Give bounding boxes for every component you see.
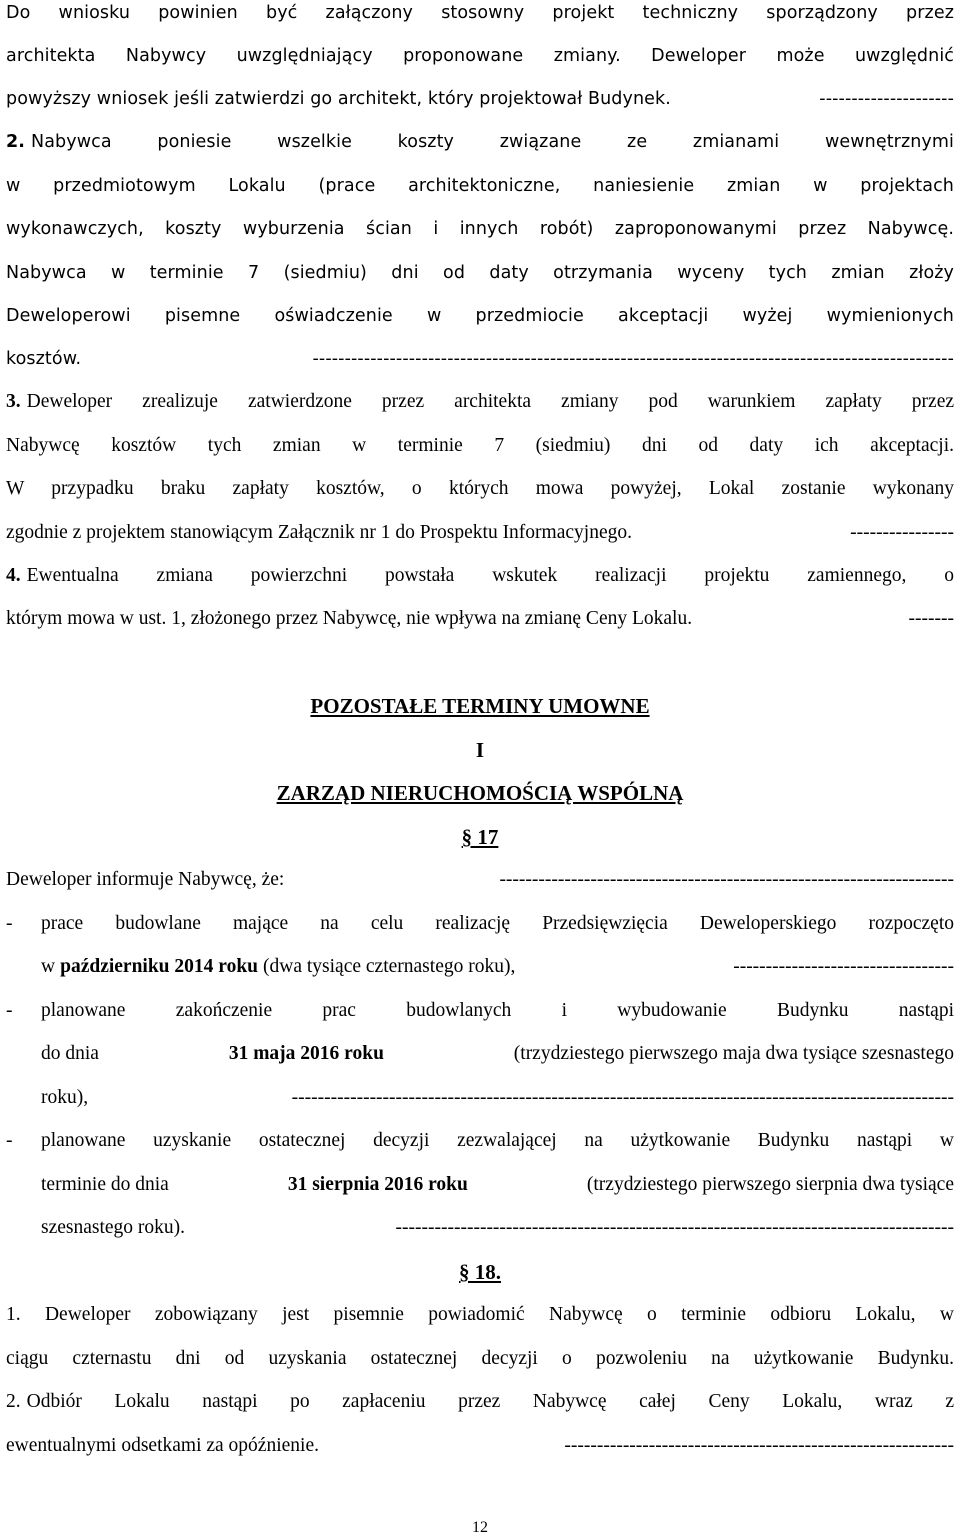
text-line: Nabywca w terminie 7 (siedmiu) dni od daty otrzymania wyceny tych zmian złoży — [6, 263, 954, 283]
paragraph-18-heading: § 18. — [459, 1260, 501, 1284]
date-highlight: 31 sierpnia 2016 roku — [287, 1174, 468, 1195]
paragraph-number: 3. — [6, 391, 21, 412]
paragraph-number: 2. — [6, 132, 26, 152]
text-fragment: Ewentualna zmiana powierzchni powstała wskutek realizacji projektu zamiennego, o — [26, 565, 954, 586]
page-number: 12 — [472, 1519, 488, 1536]
paragraph-number: 2. — [6, 1391, 21, 1412]
text-fragment: kosztów. — [6, 349, 82, 369]
dash-filler: ---------------- — [850, 522, 954, 543]
numbered-paragraph-3 — [6, 390, 954, 414]
text-line: architekta Nabywcy uwzględniający proponowane zmiany. Deweloper może uwzględnić — [6, 46, 954, 66]
dash-filler: ---------------------------------- — [733, 956, 954, 977]
text-fragment: terminie do dnia — [41, 1174, 169, 1195]
text-fragment: do dnia — [41, 1043, 99, 1064]
numbered-paragraph-2 — [6, 130, 954, 154]
list-item-text: planowane uzyskanie ostatecznej decyzji zezwalającej na użytkowanie Budynku nastąpi w — [41, 1130, 954, 1151]
date-highlight: 31 maja 2016 roku — [228, 1043, 384, 1064]
dash-filler: ---------------------------------------------------------------------- — [499, 869, 954, 890]
list-item-text — [41, 1173, 954, 1197]
text-fragment: Deweloper informuje Nabywcę, że: — [6, 869, 285, 890]
text-line: wykonawczych, koszty wyburzenia ścian i innych robót) zaproponowanymi przez Nabywcę. — [6, 219, 954, 239]
text-fragment: Deweloper zrealizuje zatwierdzone przez architekta zmiany pod warunkiem zapłaty przez — [26, 391, 954, 412]
list-item-text — [41, 955, 954, 979]
list-item-text — [41, 1216, 954, 1240]
numbered-paragraph-4 — [6, 564, 954, 588]
text-fragment: (trzydziestego pierwszego maja dwa tysiące szesnastego — [513, 1043, 954, 1064]
list-bullet: - — [6, 1130, 13, 1151]
date-highlight: październiku 2014 roku — [60, 956, 259, 977]
list-item-text — [41, 1042, 954, 1066]
text-line: Nabywcę kosztów tych zmian w terminie 7 (siedmiu) dni od daty ich akceptacji. — [6, 435, 954, 456]
text-fragment: w — [41, 956, 56, 977]
text-fragment: (trzydziestego pierwszego sierpnia dwa tysiące — [586, 1174, 954, 1195]
text-line: 1. Deweloper zobowiązany jest pisemnie powiadomić Nabywcę o terminie odbioru Lokalu, w — [6, 1304, 954, 1325]
text-line: Do wniosku powinien być załączony stosowny projekt techniczny sporządzony przez — [6, 3, 954, 23]
list-bullet: - — [6, 913, 13, 934]
text-line — [6, 87, 954, 111]
text-line — [6, 347, 954, 371]
text-line: ciągu czternastu dni od uzyskania ostatecznej decyzji o pozwoleniu na użytkowanie Budynku. — [6, 1348, 954, 1369]
dash-filler: ---------------------------------------------------------------------------------------------------- — [312, 349, 954, 369]
dash-filler: -------------------------------------------------------------------------------------- — [395, 1217, 954, 1238]
numbered-paragraph-18-2 — [6, 1390, 954, 1414]
text-fragment: którym mowa w ust. 1, złożonego przez Nabywcę, nie wpływa na zmianę Ceny Lokalu. — [6, 608, 693, 629]
text-line: Deweloperowi pisemne oświadczenie w przedmiocie akceptacji wyżej wymienionych — [6, 306, 954, 326]
section-title: POZOSTAŁE TERMINY UMOWNE — [310, 694, 650, 718]
list-item-text — [41, 1086, 954, 1110]
dash-filler: ------------------------------------------------------------------------------------------------------ — [291, 1087, 954, 1108]
section-subtitle: ZARZĄD NIERUCHOMOŚCIĄ WSPÓLNĄ — [276, 781, 684, 805]
text-fragment: ewentualnymi odsetkami za opóźnienie. — [6, 1435, 319, 1456]
section-roman-numeral: I — [475, 738, 485, 762]
list-item-text: planowane zakończenie prac budowlanych i wybudowanie Budynku nastąpi — [41, 1000, 954, 1021]
text-fragment: Nabywca poniesie wszelkie koszty związane ze zmianami wewnętrznymi — [31, 132, 954, 152]
text-fragment: (dwa tysiące czternastego roku), — [263, 956, 516, 977]
paragraph-number: 4. — [6, 565, 21, 586]
text-fragment: powyższy wniosek jeśli zatwierdzi go architekt, który projektował Budynek. — [6, 89, 671, 109]
dash-filler: ------------------------------------------------------------ — [564, 1435, 954, 1456]
text-fragment: szesnastego roku). — [41, 1217, 186, 1238]
text-line — [6, 607, 954, 631]
text-line — [6, 1434, 954, 1458]
text-line — [6, 521, 954, 545]
text-fragment: Odbiór Lokalu nastąpi po zapłaceniu przez Nabywcę całej Ceny Lokalu, wraz z — [26, 1391, 954, 1412]
dash-filler: ------- — [908, 608, 954, 629]
text-fragment: roku), — [41, 1087, 89, 1108]
paragraph-17-heading: § 17 — [461, 825, 499, 849]
dash-filler: --------------------- — [819, 89, 954, 109]
text-line: w przedmiotowym Lokalu (prace architektoniczne, naniesienie zmian w projektach — [6, 176, 954, 196]
text-fragment: zgodnie z projektem stanowiącym Załącznik nr 1 do Prospektu Informacyjnego. — [6, 522, 632, 543]
text-line: W przypadku braku zapłaty kosztów, o których mowa powyżej, Lokal zostanie wykonany — [6, 478, 954, 499]
section17-intro — [6, 868, 954, 892]
list-bullet: - — [6, 1000, 13, 1021]
list-item-text: prace budowlane mające na celu realizację Przedsięwzięcia Deweloperskiego rozpoczęto — [41, 913, 954, 934]
